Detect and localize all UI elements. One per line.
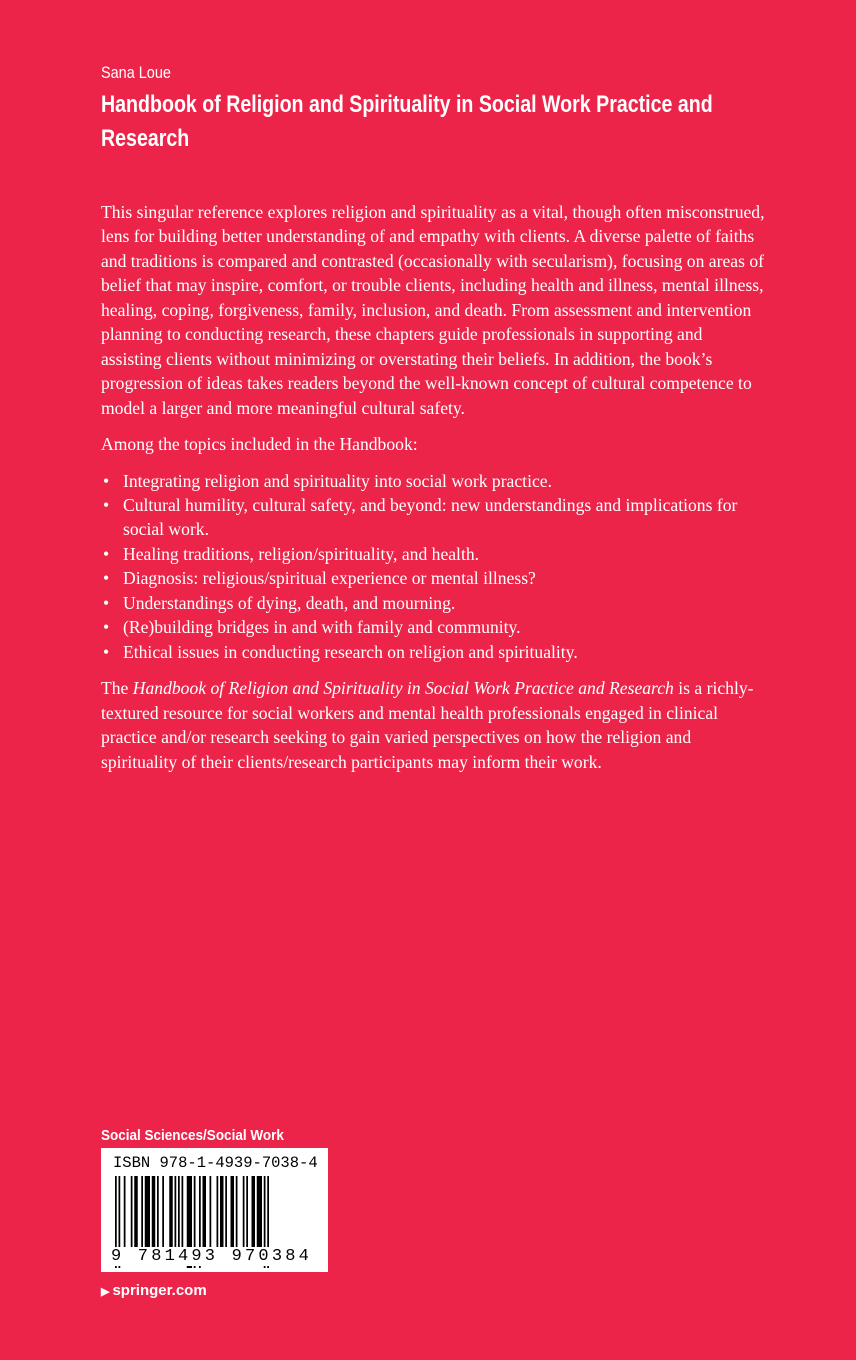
topic-text: (Re)building bridges in and with family and community. (123, 617, 521, 638)
isbn-label: ISBN 978-1-4939-7038-4 (113, 1154, 318, 1172)
barcode-bar (162, 1176, 164, 1248)
subject-category: Social Sciences/Social Work (101, 1127, 284, 1144)
topic-item (101, 566, 765, 590)
barcode-bar (157, 1176, 159, 1248)
barcode-bar (131, 1176, 133, 1248)
barcode-bar (210, 1176, 212, 1248)
topic-item (101, 542, 765, 566)
author-name: Sana Loue (101, 63, 171, 82)
barcode-bar (145, 1176, 150, 1248)
publisher-link-text: springer.com (112, 1282, 207, 1299)
bullet-icon: • (103, 494, 110, 515)
topic-item (101, 469, 765, 493)
barcode-bar (141, 1176, 143, 1248)
topic-text: Ethical issues in conducting research on religion and spirituality. (123, 641, 578, 662)
barcode-bar (217, 1176, 219, 1248)
barcode-bar (124, 1176, 126, 1248)
bullet-icon: • (103, 470, 110, 491)
topic-item (101, 640, 765, 664)
barcode-bar (178, 1176, 180, 1248)
bullet-icon: • (103, 543, 110, 564)
barcode-bar (134, 1176, 138, 1248)
bullet-icon: • (103, 568, 110, 589)
topics-list (101, 469, 765, 665)
barcode-bar (236, 1176, 238, 1248)
barcode-bar (246, 1176, 248, 1248)
topic-text: Understandings of dying, death, and mourning. (123, 592, 456, 613)
closing-title: Handbook of Religion and Spirituality in Social Work Practice and Research (132, 678, 674, 699)
topic-text: Cultural humility, cultural safety, and beyond: new understandings and implications for social work. (123, 494, 738, 540)
book-title: Handbook of Religion and Spirituality in Social Work Practice and Research (101, 91, 713, 152)
isbn-barcode-box (101, 1148, 328, 1272)
arrow-right-icon: ▶ (101, 1286, 110, 1298)
barcode-bar (243, 1176, 245, 1248)
topic-text: Healing traditions, religion/spirituality, and health. (123, 543, 480, 564)
isbn-digits-text: 9 781493 970384 (111, 1247, 313, 1266)
closing-prefix: The (101, 678, 133, 699)
barcode-bar (257, 1176, 262, 1248)
topic-item (101, 493, 765, 542)
topic-text: Integrating religion and spirituality into social work practice. (123, 470, 552, 491)
isbn-digits (111, 1247, 312, 1266)
barcode-bar (169, 1176, 173, 1248)
barcode-bar (220, 1176, 224, 1248)
topic-item (101, 591, 765, 615)
bullet-icon: • (103, 617, 110, 638)
topic-text: Diagnosis: religious/spiritual experience or mental illness? (123, 568, 536, 589)
description-paragraph: This singular reference explores religion and spirituality as a vital, though often misconstrued, lens for building better understanding of and empathy with clients. A diverse palette of faiths and traditions is compared and contrasted (occasionally with secularism), focusing on areas of belief that may inspire, comfort, or trouble clients, including health and illness, mental illness, healing, coping, forgiveness, family, inclusion, and death. From assessment and intervention planning to conducting research, these chapters guide professionals in supporting and assisting clients without minimizing or overstating their beliefs. In addition, the book’s progression of ideas takes readers beyond the well-known concept of cultural competence to model a larger and more meaningful cultural safety. (101, 202, 765, 418)
book-description (101, 200, 765, 786)
barcode-bar (182, 1176, 184, 1248)
barcode-bar (175, 1176, 177, 1248)
bullet-icon: • (103, 592, 110, 613)
publisher-link[interactable] (101, 1282, 207, 1299)
bullet-icon: • (103, 641, 110, 662)
barcode-bar (225, 1176, 227, 1248)
closing-paragraph (101, 676, 765, 774)
topic-item (101, 615, 765, 639)
barcode-bar (231, 1176, 235, 1248)
topics-intro: Among the topics included in the Handbook: (101, 434, 418, 455)
barcode-bar (203, 1176, 207, 1248)
barcode-bar (152, 1176, 156, 1248)
closing-suffix: is a richly-textured resource for social workers and mental health professionals engaged in clinical practice and/or research seeking to gain varied perspectives on how the religion and spirituality of their clients/research participants may inform their work. (101, 678, 754, 772)
barcode-bar (252, 1176, 256, 1248)
